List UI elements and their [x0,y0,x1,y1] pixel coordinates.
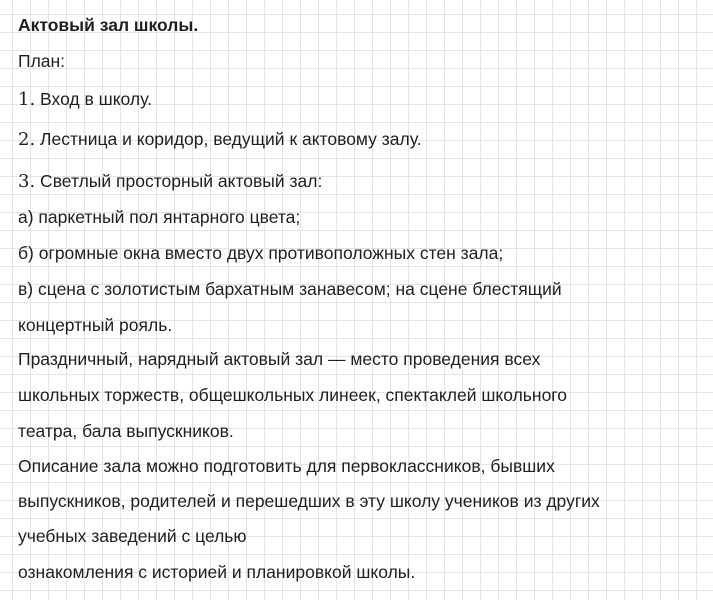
plan-item-1 [18,88,152,111]
plan-item-number: 3. [18,171,36,192]
plan-item-2 [18,128,422,151]
plan-item-text: Вход в школу. [35,89,152,109]
plan-item-number: 1. [18,89,36,110]
paragraph-1-line-1: Праздничный, нарядный актовый зал — место проведения всех [18,349,541,369]
plan-item-number: 2. [18,129,36,150]
plan-label: План: [18,51,66,71]
plan-item-text: Лестница и коридор, ведущий к актовому залу. [35,129,422,149]
document-title: Актовый зал школы. [18,15,199,35]
sub-item-a: а) паркетный пол янтарного цвета; [18,207,301,227]
paragraph-2-line-3: учебных заведений с целью [18,526,247,546]
sub-item-c: в) сцена с золотистым бархатным занавесом; на сцене блестящий [18,279,562,299]
sub-item-c-continued: концертный рояль. [18,315,173,335]
paragraph-1-line-2: школьных торжеств, общешкольных линеек, спектаклей школьного [18,385,568,405]
paragraph-2-line-4: ознакомления с историей и планировкой школы. [18,562,416,582]
paragraph-2-line-1: Описание зала можно подготовить для первоклассников, бывших [18,456,555,476]
plan-item-text: Светлый просторный актовый зал: [35,171,323,191]
sub-item-b: б) огромные окна вместо двух противоположных стен зала; [18,243,504,263]
paragraph-2-line-2: выпускников, родителей и перешедших в эту школу учеников из других [18,491,600,511]
plan-item-3 [18,170,322,193]
paragraph-1-line-3: театра, бала выпускников. [18,421,234,441]
